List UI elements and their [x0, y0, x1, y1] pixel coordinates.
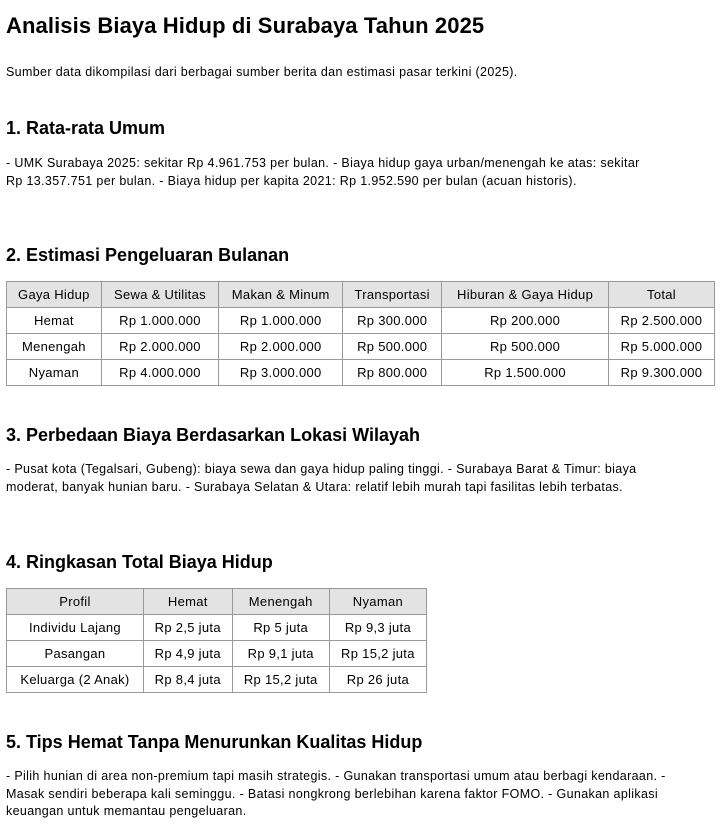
table-cell: Rp 5.000.000: [609, 334, 715, 360]
source-note: Sumber data dikompilasi dari berbagai sumber berita dan estimasi pasar terkini (2025).: [6, 65, 518, 79]
col-header: Transportasi: [343, 282, 442, 308]
section-3-body: - Pusat kota (Tegalsari, Gubeng): biaya sewa dan gaya hidup paling tinggi. - Surabaya Barat & Timur: biaya moderat, banyak hunian baru. - Surabaya Selatan & Utara: relatif lebih murah tapi fasilitas lebih terbatas.: [6, 462, 637, 494]
table-header-row: [7, 282, 715, 308]
table-row: [7, 308, 715, 334]
table-cell: Rp 2,5 juta: [143, 615, 232, 641]
col-header: Total: [609, 282, 715, 308]
table-cell: Rp 200.000: [442, 308, 609, 334]
table-row: [7, 360, 715, 386]
col-header: Nyaman: [329, 589, 426, 615]
table-cell: Rp 800.000: [343, 360, 442, 386]
table-cell: Rp 500.000: [343, 334, 442, 360]
table-cell: Rp 26 juta: [329, 667, 426, 693]
page-title: Analisis Biaya Hidup di Surabaya Tahun 2025: [6, 13, 485, 38]
table-row: [7, 334, 715, 360]
table-cell: Menengah: [7, 334, 102, 360]
col-header: Hiburan & Gaya Hidup: [442, 282, 609, 308]
table-cell: Rp 2.000.000: [101, 334, 218, 360]
col-header: Sewa & Utilitas: [101, 282, 218, 308]
monthly-expense-table: [6, 281, 715, 386]
table-cell: Rp 4,9 juta: [143, 641, 232, 667]
col-header: Hemat: [143, 589, 232, 615]
table-header-row: [7, 589, 427, 615]
col-header: Gaya Hidup: [7, 282, 102, 308]
section-4-heading: 4. Ringkasan Total Biaya Hidup: [6, 552, 273, 572]
table-cell: Rp 8,4 juta: [143, 667, 232, 693]
table-cell: Rp 1.000.000: [101, 308, 218, 334]
table-row: [7, 667, 427, 693]
table-cell: Rp 2.000.000: [219, 334, 343, 360]
table-row: [7, 641, 427, 667]
table-cell: Rp 500.000: [442, 334, 609, 360]
section-1-heading: 1. Rata-rata Umum: [6, 118, 166, 138]
col-header: Profil: [7, 589, 144, 615]
table-cell: Rp 9.300.000: [609, 360, 715, 386]
section-5-heading: 5. Tips Hemat Tanpa Menurunkan Kualitas Hidup: [6, 732, 423, 752]
table-cell: Rp 1.500.000: [442, 360, 609, 386]
table-cell: Rp 9,3 juta: [329, 615, 426, 641]
section-3-heading: 3. Perbedaan Biaya Berdasarkan Lokasi Wilayah: [6, 425, 421, 445]
section-5-body: - Pilih hunian di area non-premium tapi masih strategis. - Gunakan transportasi umum atau berbagi kendaraan. - Masak sendiri beberapa kali seminggu. - Batasi nongkrong berlebihan karena faktor FOMO. - Gunakan aplikasi keuangan untuk memantau pengeluaran.: [6, 769, 666, 818]
table-cell: Rp 2.500.000: [609, 308, 715, 334]
section-1-body: - UMK Surabaya 2025: sekitar Rp 4.961.753 per bulan. - Biaya hidup gaya urban/menengah ke atas: sekitar Rp 13.357.751 per bulan. - Biaya hidup per kapita 2021: Rp 1.952.590 per bulan (acuan historis).: [6, 156, 640, 188]
table-cell: Nyaman: [7, 360, 102, 386]
table-cell: Rp 300.000: [343, 308, 442, 334]
table-cell: Rp 4.000.000: [101, 360, 218, 386]
table-cell: Rp 9,1 juta: [232, 641, 329, 667]
table-cell: Pasangan: [7, 641, 144, 667]
table-cell: Rp 3.000.000: [219, 360, 343, 386]
table-cell: Rp 15,2 juta: [232, 667, 329, 693]
table-cell: Hemat: [7, 308, 102, 334]
table-row: [7, 615, 427, 641]
total-cost-summary-table: [6, 588, 427, 693]
section-2-heading: 2. Estimasi Pengeluaran Bulanan: [6, 245, 290, 265]
col-header: Makan & Minum: [219, 282, 343, 308]
table-cell: Individu Lajang: [7, 615, 144, 641]
table-cell: Keluarga (2 Anak): [7, 667, 144, 693]
col-header: Menengah: [232, 589, 329, 615]
table-cell: Rp 5 juta: [232, 615, 329, 641]
table-cell: Rp 1.000.000: [219, 308, 343, 334]
table-cell: Rp 15,2 juta: [329, 641, 426, 667]
